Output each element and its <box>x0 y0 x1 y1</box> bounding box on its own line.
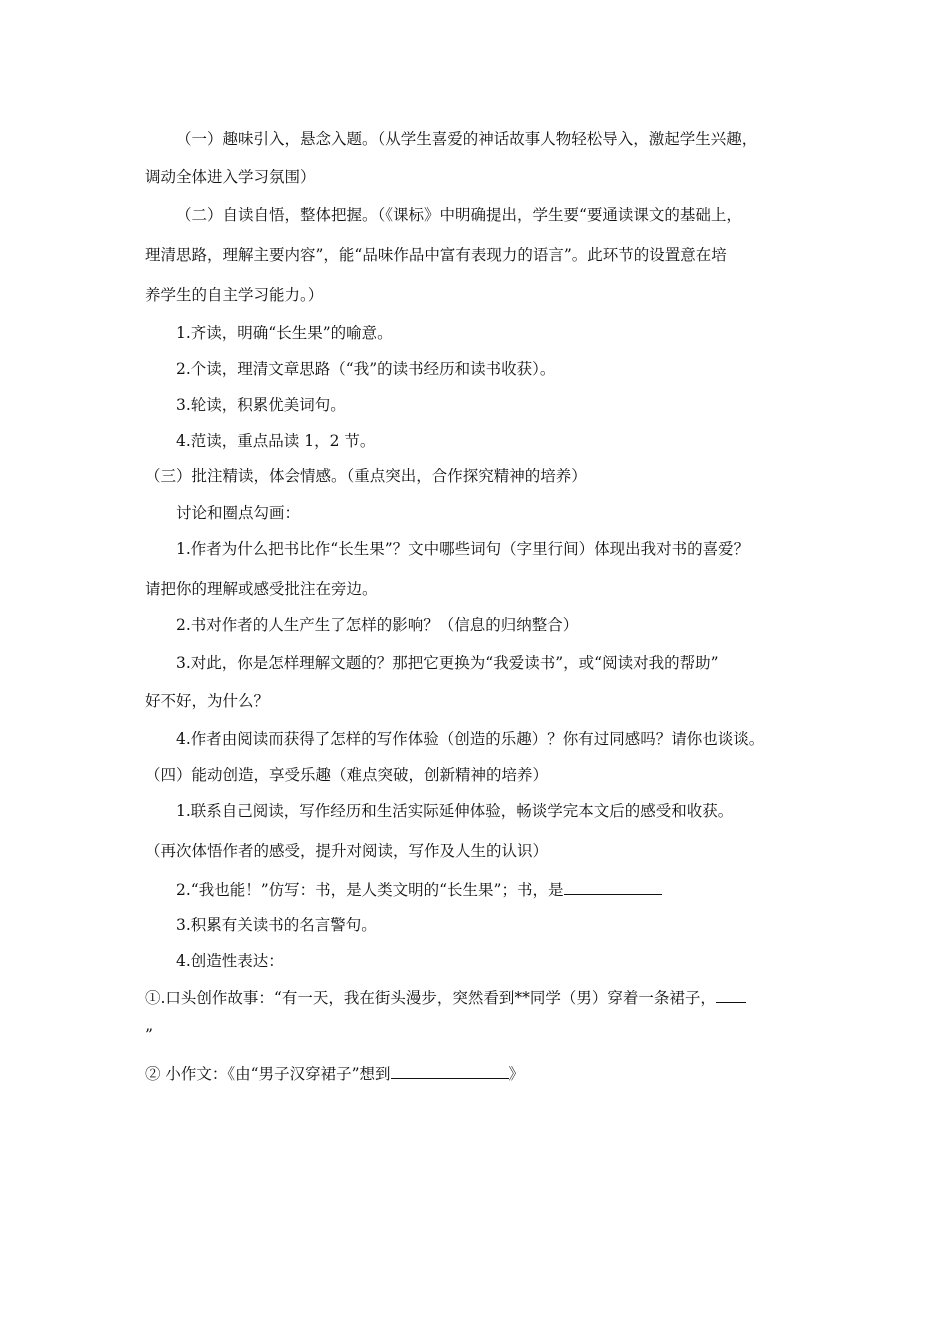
oral-story <box>145 986 815 1008</box>
fill-in-blank[interactable] <box>391 1062 509 1079</box>
question-3-cont: 好不好，为什么？ <box>145 692 270 710</box>
question-2: 2.书对作者的人生产生了怎样的影响？（信息的归纳整合） <box>176 616 579 634</box>
section-2-heading-cont: 理清思路，理解主要内容”，能“品味作品中富有表现力的语言”。此环节的设置意在培 <box>145 246 727 264</box>
section-3-intro: 讨论和圈点勾画： <box>176 504 301 522</box>
fill-in-blank[interactable] <box>564 878 662 895</box>
activity-2-text: 2.“我也能！”仿写：书，是人类文明的“长生果”；书，是 <box>176 881 564 899</box>
short-essay <box>145 1062 815 1084</box>
question-1-cont: 请把你的理解或感受批注在旁边。 <box>145 580 378 598</box>
oral-story-cont: ” <box>145 1026 153 1044</box>
section-2-heading: （二）自读自悟，整体把握。（《课标》中明确提出，学生要“要通读课文的基础上， <box>176 206 742 224</box>
activity-1-cont: （再次体悟作者的感受，提升对阅读，写作及人生的认识） <box>145 842 549 860</box>
question-1: 1.作者为什么把书比作“长生果”？文中哪些词句（字里行间）体现出我对书的喜爱？ <box>176 540 750 558</box>
list-item: 4.范读，重点品读 1，2 节。 <box>176 432 376 450</box>
section-1-heading: （一）趣味引入，悬念入题。（从学生喜爱的神话故事人物轻松导入，激起学生兴趣， <box>176 130 758 148</box>
section-4-heading: （四）能动创造，享受乐趣（难点突破，创新精神的培养） <box>145 766 549 784</box>
fill-in-blank[interactable] <box>716 986 746 1003</box>
section-3-heading: （三）批注精读，体会情感。（重点突出，合作探究精神的培养） <box>145 467 587 485</box>
list-item: 2.个读，理清文章思路（“我”的读书经历和读书收获）。 <box>176 360 556 378</box>
section-2-heading-cont: 养学生的自主学习能力。） <box>145 286 324 304</box>
activity-2 <box>176 878 846 900</box>
activity-1: 1.联系自己阅读，写作经历和生活实际延伸体验，畅谈学完本文后的感受和收获。 <box>176 802 734 820</box>
oral-story-text: ①.口头创作故事：“有一天，我在街头漫步，突然看到**同学（男）穿着一条裙子， <box>145 989 716 1007</box>
list-item: 3.轮读，积累优美词句。 <box>176 396 346 414</box>
activity-4: 4.创造性表达： <box>176 952 284 970</box>
question-4: 4.作者由阅读而获得了怎样的写作体验（创造的乐趣）？你有过同感吗？请你也谈谈。 <box>176 730 765 748</box>
section-1-heading-cont: 调动全体进入学习氛围） <box>145 168 316 186</box>
short-essay-prefix: ② 小作文：《由“男子汉穿裙子”想到 <box>145 1065 391 1083</box>
question-3: 3.对此，你是怎样理解文题的？那把它更换为“我爱读书”，或“阅读对我的帮助” <box>176 654 719 672</box>
activity-3: 3.积累有关读书的名言警句。 <box>176 916 377 934</box>
short-essay-suffix: 》 <box>508 1065 525 1083</box>
list-item: 1.齐读，明确“长生果”的喻意。 <box>176 324 393 342</box>
